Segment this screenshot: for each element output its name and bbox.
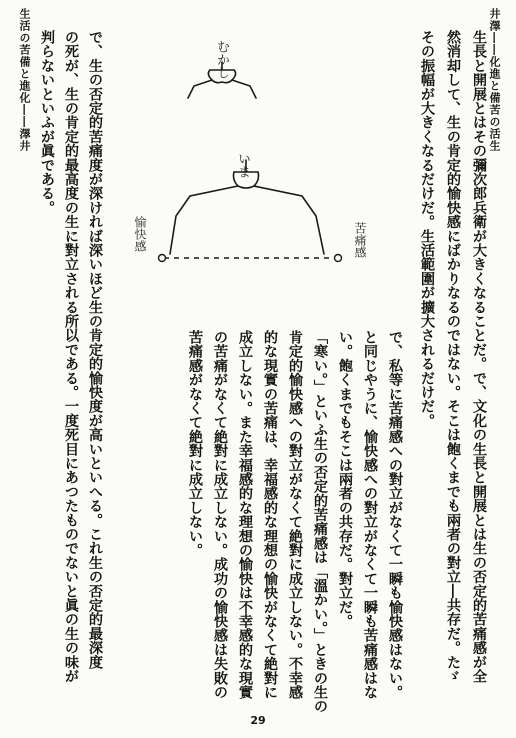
label-mukashi: むかし [214, 40, 229, 79]
text-column: 肯定的愉快感への對立がなくて絶對に成立しない。不幸感 [287, 330, 303, 700]
label-ima: いま [235, 152, 250, 178]
label-pain: 苦痛感 [353, 222, 367, 258]
text-column: で、私等に苦痛感への對立がなくて一瞬も愉快感はない。 [387, 330, 403, 700]
page-number: 29 [250, 714, 266, 727]
text-column: と同じやうに、愉快感への對立がなくて一瞬も苦痛感はな [362, 330, 378, 700]
text-column: 生長と開展とはその彌次郎兵衛が大きくなることだ。で、文化の生長と開展とは生の否定的苦痛感が全 [471, 30, 487, 684]
text-column: 判らないといふが眞である。 [39, 30, 55, 215]
running-header-right: 井澤――化進と備苦の活生 [488, 8, 501, 152]
text-column: 「寒い。」といふ生の否定的苦痛感は「溫かい。」ときの生の [312, 330, 328, 714]
text-column: 的な現實の苦痛は、幸福感的な理想の愉快がなくて絶對に [262, 330, 278, 700]
label-pleasure: 愉快感 [133, 216, 147, 252]
balance-diagram [150, 40, 370, 280]
running-header-left: 生活の苦備と進化――澤井 [18, 8, 31, 152]
text-column: 然消却して、生の肯定的愉快感にばかりなるのではない。そこは飽くまでも兩者の對立―共存だ。たゞ [445, 30, 461, 684]
text-column: で、生の否定的苦痛度が深ければ深いほど生の肯定的愉快度が高いといへる。これ生の否定的最深度 [87, 30, 103, 669]
text-column: い。飽くまでもそこは兩者の共存だ。對立だ。 [337, 330, 353, 629]
text-column: その振幅が大きくなるだけだ。生活範圍が擴大されるだけだ。 [419, 30, 435, 428]
text-column: 成立しない。また幸福感的な理想の愉快は不幸感的な現實 [237, 330, 253, 700]
text-column: の苦痛がなくて絶對に成立しない。成功の愉快感は失敗の [212, 330, 228, 700]
text-column: 苦痛感がなくて絶對に成立しない。 [187, 330, 203, 558]
text-column: の死が、生の肯定的最高度の生に對立される所以である。一度死目にあつたものでないと眞の生の味が [63, 30, 79, 684]
